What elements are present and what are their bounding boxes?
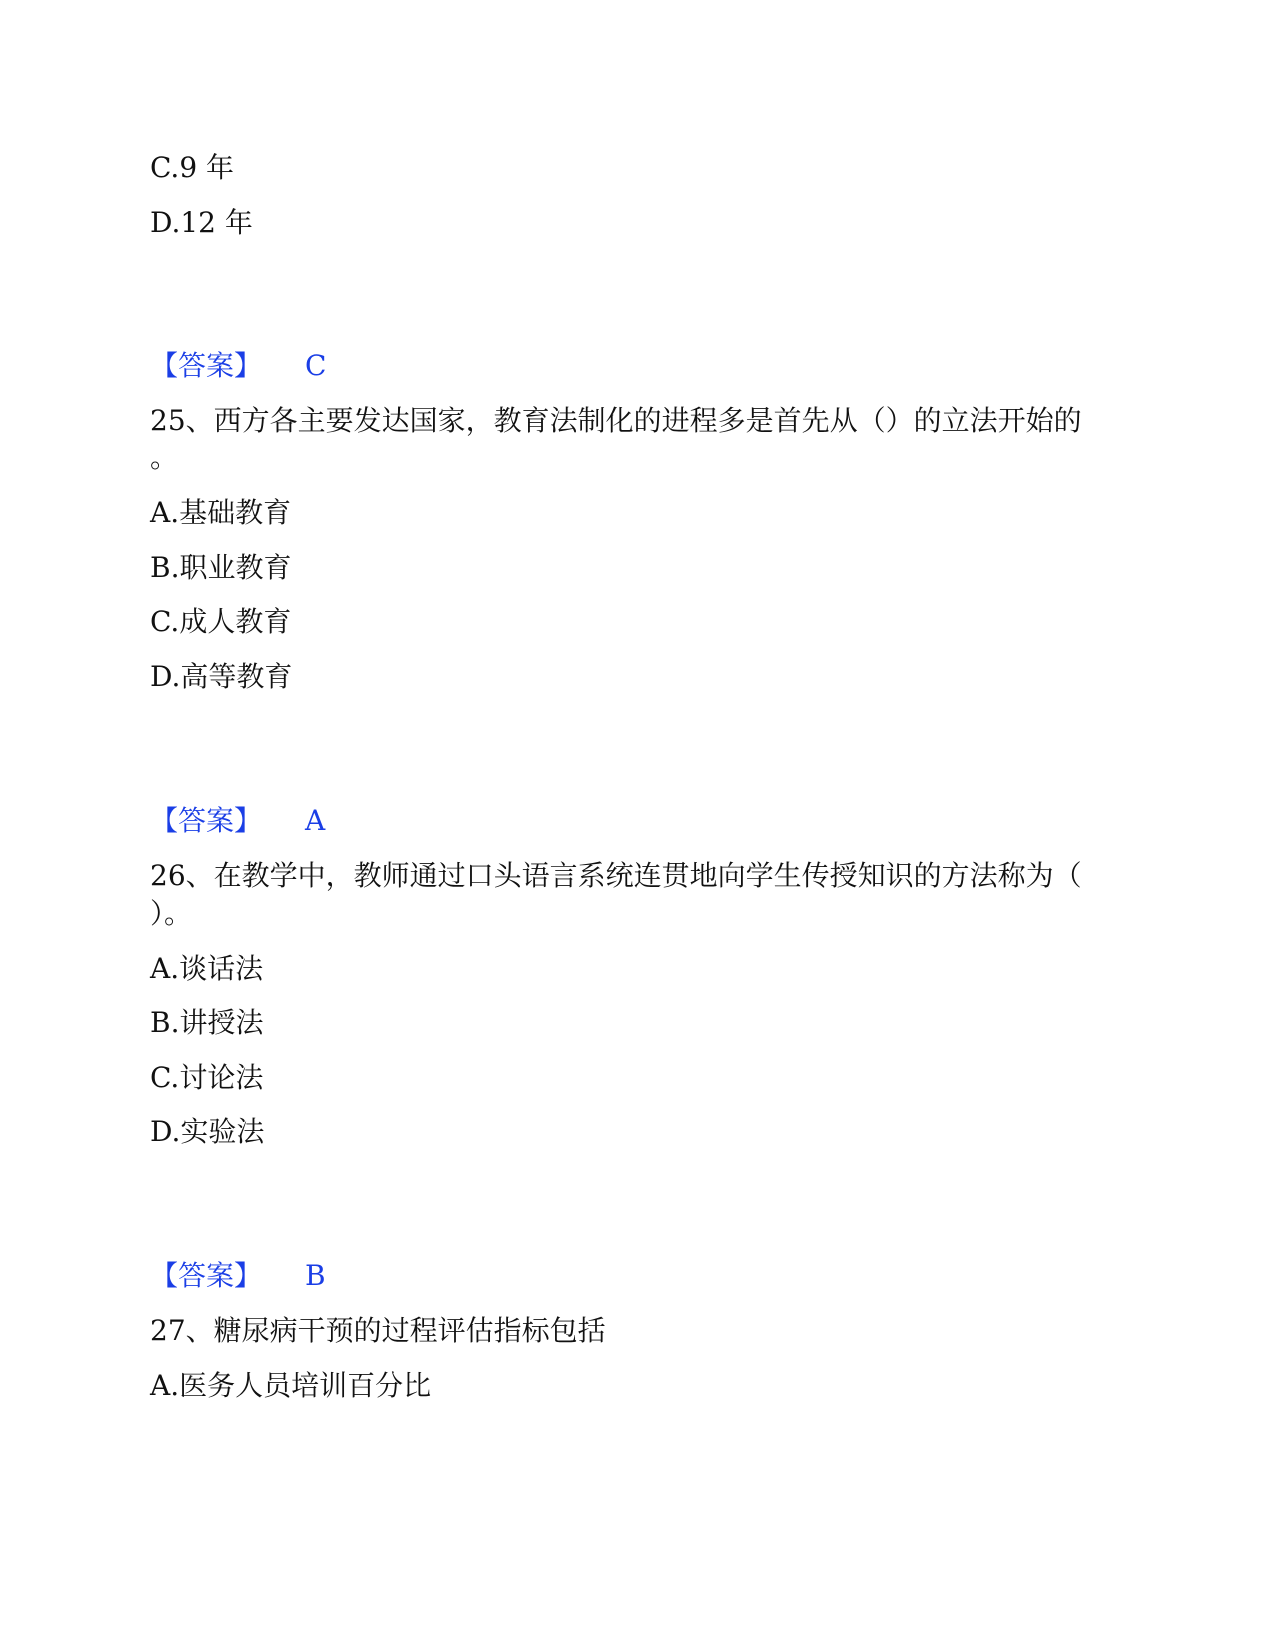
answer-label: 【答案】 xyxy=(150,1259,263,1292)
answer-value: A xyxy=(305,804,326,837)
option-a: A.谈话法 xyxy=(150,952,264,985)
option-c: C.9 年 xyxy=(150,151,235,184)
answer-value: C xyxy=(305,349,327,382)
answer-row xyxy=(150,348,327,384)
option-a: A.医务人员培训百分比 xyxy=(150,1369,432,1402)
answer-value: B xyxy=(305,1259,326,1292)
option-d: D.12 年 xyxy=(150,206,253,239)
answer-label: 【答案】 xyxy=(150,804,263,837)
answer-row xyxy=(150,1258,326,1294)
question-25-text: 25、西方各主要发达国家，教育法制化的进程多是首先从（）的立法开始的 xyxy=(150,404,1082,437)
option-d: D.实验法 xyxy=(150,1115,265,1148)
question-25-text-cont: 。 xyxy=(150,441,179,474)
question-26-text-cont: ）。 xyxy=(150,897,193,930)
answer-label: 【答案】 xyxy=(150,349,263,382)
option-b: B.职业教育 xyxy=(150,551,292,584)
option-b: B.讲授法 xyxy=(150,1006,264,1039)
option-a: A.基础教育 xyxy=(150,496,292,529)
option-d: D.高等教育 xyxy=(150,660,293,693)
question-26-text: 26、在教学中，教师通过口头语言系统连贯地向学生传授知识的方法称为（ xyxy=(150,859,1082,892)
answer-row xyxy=(150,803,326,839)
option-c: C.成人教育 xyxy=(150,605,292,638)
question-27-text: 27、糖尿病干预的过程评估指标包括 xyxy=(150,1314,606,1347)
option-c: C.讨论法 xyxy=(150,1061,264,1094)
